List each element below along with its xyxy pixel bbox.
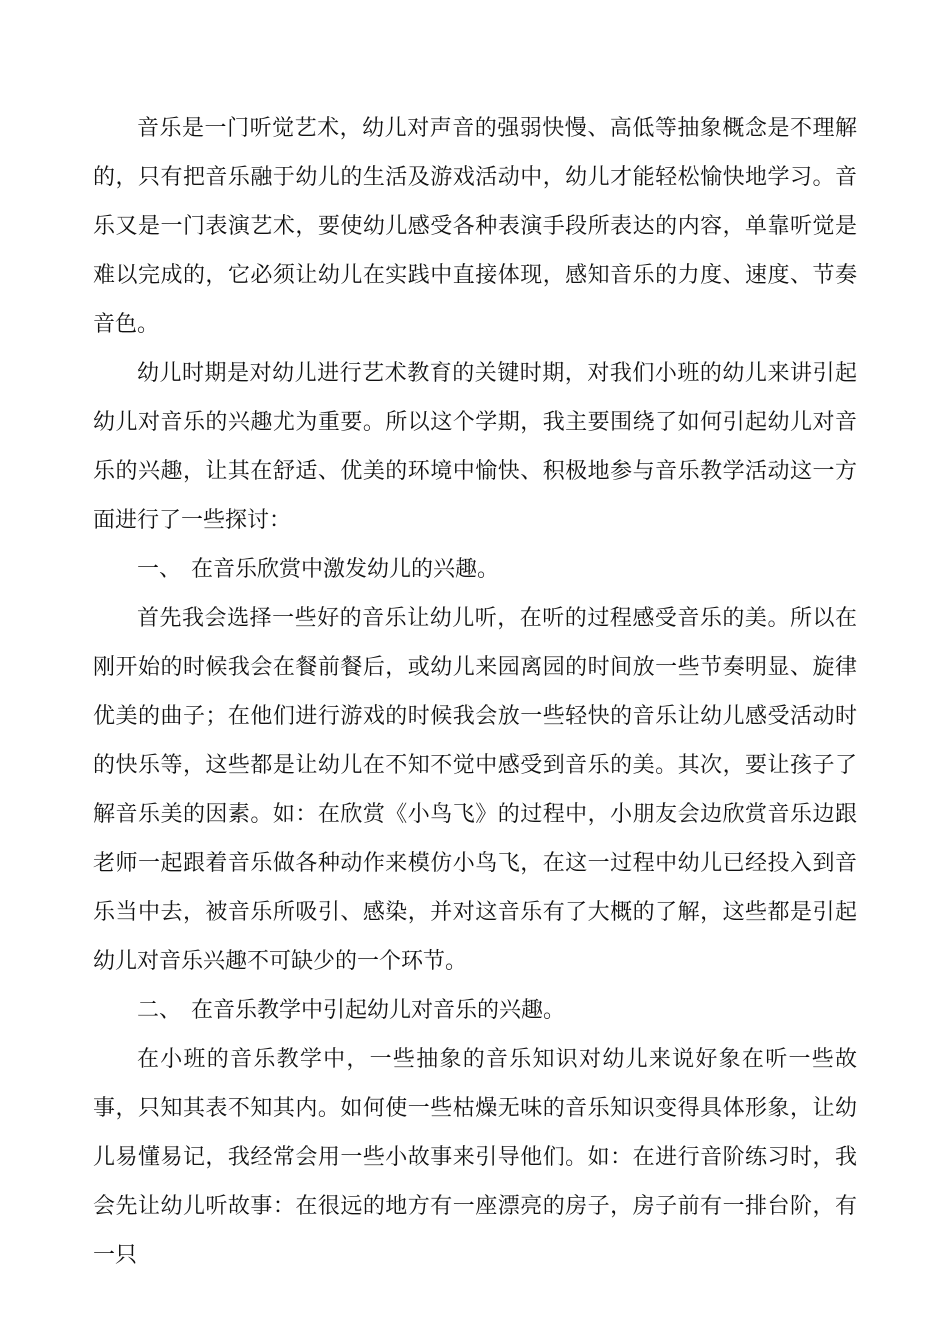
- section-number: 一、: [137, 557, 182, 582]
- section-title: 在音乐欣赏中激发幼儿的兴趣。: [191, 557, 500, 582]
- section-heading-1: [93, 545, 857, 594]
- paragraph-importance: 幼儿时期是对幼儿进行艺术教育的关键时期，对我们小班的幼儿来讲引起幼儿对音乐的兴趣尤为重要。所以这个学期，我主要围绕了如何引起幼儿对音乐的兴趣，让其在舒适、优美的环境中愉快、积极地参与音乐教学活动这一方面进行了一些探讨：: [93, 361, 857, 533]
- paragraph-teaching: 在小班的音乐教学中，一些抽象的音乐知识对幼儿来说好象在听一些故事，只知其表不知其内。如何使一些枯燥无味的音乐知识变得具体形象，让幼儿易懂易记，我经常会用一些小故事来引导他们。如：在进行音阶练习时，我会先让幼儿听故事：在很远的地方有一座漂亮的房子，房子前有一排台阶，有一只: [93, 1047, 857, 1268]
- section-number: 二、: [137, 998, 182, 1023]
- section-heading-2: [93, 986, 857, 1035]
- paragraph-appreciation: 首先我会选择一些好的音乐让幼儿听，在听的过程感受音乐的美。所以在刚开始的时候我会在餐前餐后，或幼儿来园离园的时间放一些节奏明显、旋律优美的曲子；在他们进行游戏的时候我会放一些轻快的音乐让幼儿感受活动时的快乐等，这些都是让幼儿在不知不觉中感受到音乐的美。其次，要让孩子了解音乐美的因素。如：在欣赏《小鸟飞》的过程中，小朋友会边欣赏音乐边跟老师一起跟着音乐做各种动作来模仿小鸟飞，在这一过程中幼儿已经投入到音乐当中去，被音乐所吸引、感染，并对这音乐有了大概的了解，这些都是引起幼儿对音乐兴趣不可缺少的一个环节。: [93, 606, 857, 974]
- section-title: 在音乐教学中引起幼儿对音乐的兴趣。: [191, 998, 566, 1023]
- paragraph-intro: 音乐是一门听觉艺术，幼儿对声音的强弱快慢、高低等抽象概念是不理解的，只有把音乐融于幼儿的生活及游戏活动中，幼儿才能轻松愉快地学习。音乐又是一门表演艺术，要使幼儿感受各种表演手段所表达的内容，单靠听觉是难以完成的，它必须让幼儿在实践中直接体现，感知音乐的力度、速度、节奏音色。: [93, 116, 857, 337]
- document-page: [93, 104, 857, 1280]
